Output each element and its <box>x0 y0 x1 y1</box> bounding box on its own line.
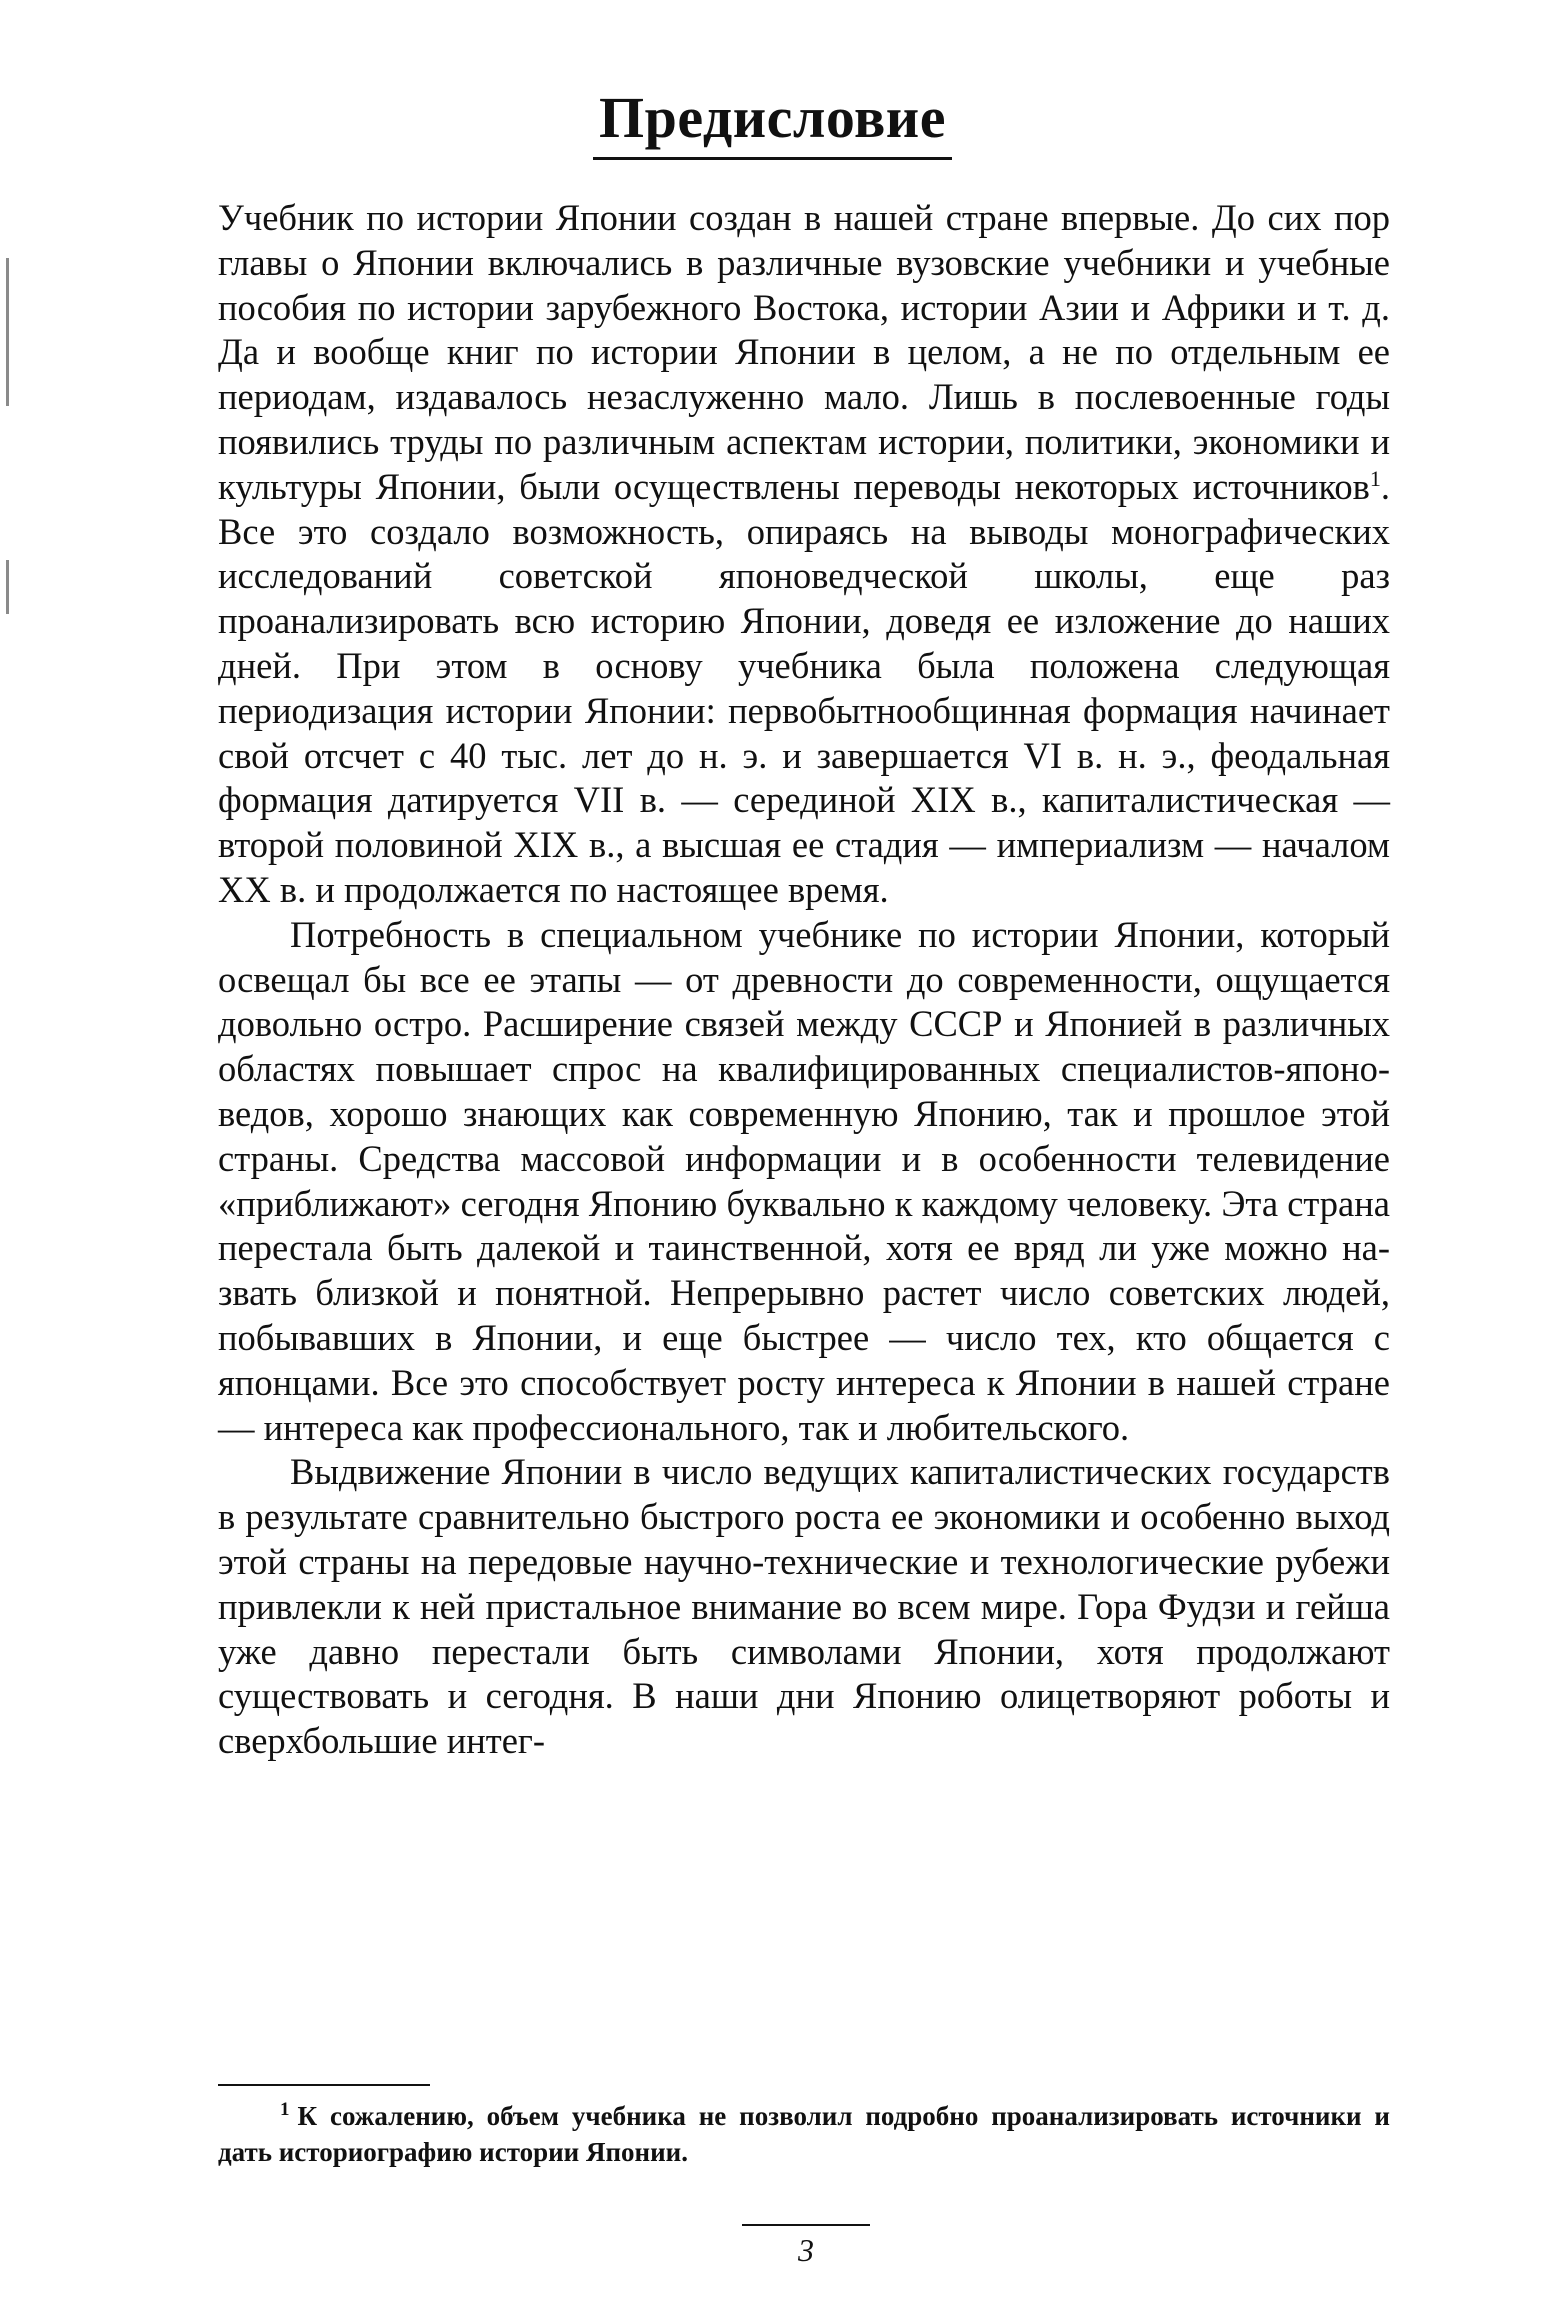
page-title: Предисловие <box>593 81 952 160</box>
page-number-divider <box>742 2224 870 2226</box>
footnote-divider <box>218 2084 430 2086</box>
paragraph-2: Потребность в специальном учебнике по истории Японии, который освещал бы все ее этапы — от древности до современности, ощущается довольно остро. Расширение связей между СССР и Японией в различных областях повышает спрос на квалифицированных специалистов-японоведов, хорошо знающих как современную Японию, так и прошлое этой страны. Средства массовой информации и в особенности телевидение «приближают» сегодня Японию буквально к каждому человеку. Эта страна перестала быть далекой и таинственной, хотя ее вряд ли уже можно назвать близкой и понятной. Непрерывно растет число советских людей, побывавших в Японии, и еще быстрее — число тех, кто общается с японцами. Все это способствует росту интереса к Японии в нашей стране — интереса как профессионального, так и любительского. <box>218 913 1390 1448</box>
scan-edge-mark <box>6 258 9 406</box>
footnote-reference: 1 <box>1369 465 1381 491</box>
paragraph-1 <box>218 196 1390 913</box>
footnote-body <box>218 2098 1390 2170</box>
paragraph-1-text: Учебник по истории Японии создан в нашей стране впервые. До сих пор главы о Японии включались в различные вузовские учебники и учебные пособия по истории зарубежного Востока, истории Азии и Африки и т. д. Да и вообще книг по истории Японии в целом, а не по отдельным ее периодам, издавалось незаслуженно мало. Лишь в послевоенные годы появились труды по различным аспектам истории, политики, экономики и культуры Японии, были осуществлены переводы некоторых источников <box>218 197 1390 507</box>
footnote <box>218 2098 1390 2170</box>
footnote-text: К сожалению, объем учебника не позволил подробно проанализировать источники и дать историографию истории Японии. <box>218 2101 1390 2167</box>
body-text <box>218 196 1390 1764</box>
paragraph-3: Выдвижение Японии в число ведущих капиталистических государств в результате сравнительно быстрого роста ее экономики и особенно выход этой страны на передовые научно-технические и технологические рубежи привлекли к ней пристальное внимание во всем мире. Гора Фудзи и гейша уже давно перестали быть символами Японии, хотя продолжают существовать и сегодня. В наши дни Японию олицетворяют роботы и сверхбольшие интег- <box>218 1451 1390 1762</box>
scan-edge-mark <box>6 560 9 614</box>
title-block <box>0 42 1545 199</box>
paragraph-1-continuation: . Все это создало возможность, опираясь на выводы монографических исследований советской японоведческой школы, еще раз проанализировать всю историю Японии, доведя ее изложение до наших дней. При этом в основу учебника была положена следующая периодизация истории Японии: первобытнообщинная формация начинает свой отсчет с 40 тыс. лет до н. э. и завершается VI в. н. э., феодальная формация датируется VII в. — серединой XIX в., капиталистическая — второй половиной XIX в., а высшая ее стадия — империализм — началом XX в. и продолжается по настоящее время. <box>218 465 1390 910</box>
page-number: 3 <box>798 2232 814 2268</box>
footnote-marker: 1 <box>280 2099 290 2120</box>
